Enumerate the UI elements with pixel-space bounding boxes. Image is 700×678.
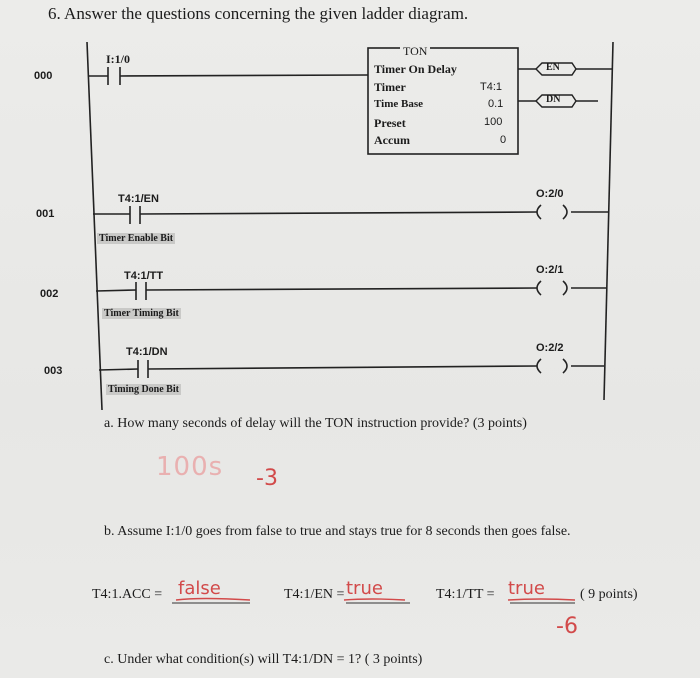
handwritten-tt-answer: true	[508, 578, 545, 599]
right-power-rail	[604, 42, 613, 400]
tt-label: T4:1/TT =	[436, 587, 495, 602]
contact-address: T4:1/TT	[124, 270, 164, 282]
rung-number: 001	[36, 208, 55, 220]
handwritten-acc-answer: false	[178, 578, 221, 599]
points-b: ( 9 points)	[580, 587, 638, 602]
dn-output-label: DN	[546, 94, 561, 105]
question-a: a. How many seconds of delay will the TON instruction provide? (3 points)	[104, 416, 527, 431]
contact-caption: Timer Enable Bit	[99, 233, 174, 244]
rung-number: 002	[40, 288, 59, 300]
question-b: b. Assume I:1/0 goes from false to true and stays true for 8 seconds then goes false.	[104, 524, 571, 539]
handwritten-answer-a: 100s	[156, 452, 224, 482]
ton-row-label: Preset	[374, 116, 406, 130]
coil-address: O:2/1	[536, 264, 564, 276]
ton-row-label: Timer	[374, 80, 406, 94]
ton-row-value: T4:1	[480, 81, 503, 93]
en-output-label: EN	[546, 62, 560, 73]
left-power-rail	[87, 42, 102, 410]
contact-caption: Timing Done Bit	[108, 384, 179, 395]
ton-row-label: Time Base	[374, 98, 423, 110]
grading-mark-a: -3	[256, 466, 278, 491]
contact-address: T4:1/DN	[126, 346, 168, 358]
rung-number: 000	[34, 70, 53, 82]
ton-row-value: 0.1	[488, 98, 504, 110]
acc-label: T4:1.ACC =	[92, 587, 163, 602]
ton-header: TON	[400, 44, 430, 59]
rung-number: 003	[44, 365, 63, 377]
grading-mark-b: -6	[556, 614, 578, 639]
ton-name: Timer On Delay	[374, 62, 457, 76]
en-label: T4:1/EN =	[284, 587, 345, 602]
coil-address: O:2/0	[536, 188, 564, 200]
contact-caption: Timer Timing Bit	[104, 308, 179, 319]
contact-address: I:1/0	[106, 52, 130, 66]
ton-row-value: 100	[484, 116, 503, 128]
handwritten-en-answer: true	[346, 578, 383, 599]
question-c: c. Under what condition(s) will T4:1/DN = 1? ( 3 points)	[104, 652, 423, 667]
contact-address: T4:1/EN	[118, 193, 159, 205]
coil-address: O:2/2	[536, 342, 564, 354]
question-title: 6. Answer the questions concerning the given ladder diagram.	[48, 4, 469, 23]
rung-000-contact	[108, 67, 120, 85]
ton-row-value: 0	[500, 134, 507, 146]
ton-row-label: Accum	[374, 133, 410, 147]
